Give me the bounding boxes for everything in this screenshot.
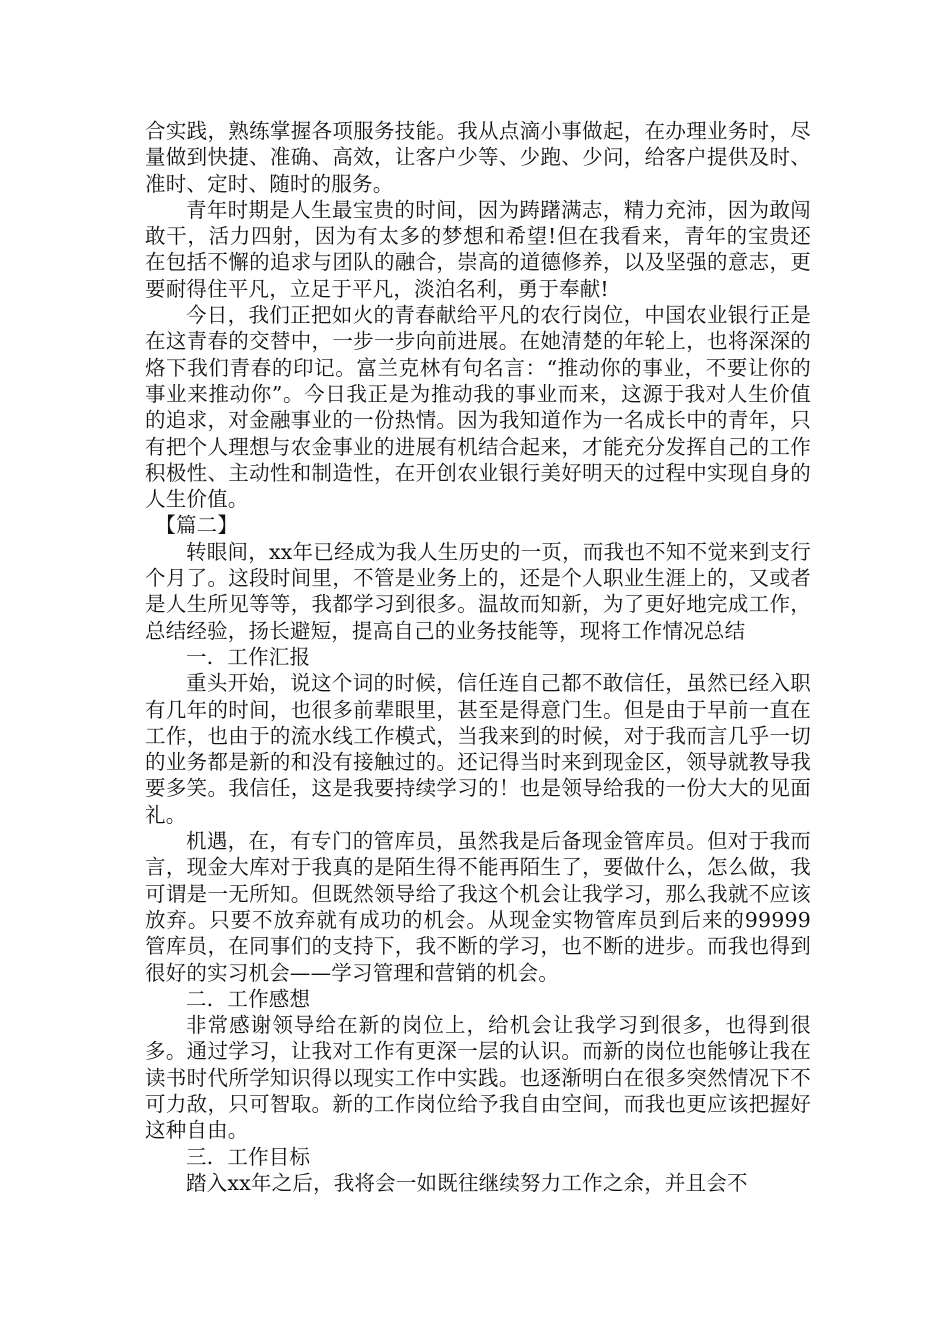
document-body — [145, 118, 811, 1196]
paragraph-3: 今日，我们正把如火的青春献给平凡的农行岗位，中国农业银行正是在这青春的交替中，一步一步向前进展。在她清楚的年轮上，也将深深的烙下我们青春的印记。富兰克林有句名言：“推动你的事业，不要让你的事业来推动你”。今日我正是为推动我的事业而来，这源于我对人生价值的追求，对金融事业的一份热情。因为我知道作为一名成长中的青年，只有把个人理想与农金事业的进展有机结合起来，才能充分发挥自己的工作积极性、主动性和制造性，在开创农业银行美好明天的过程中实现自身的人生价值。 — [145, 303, 811, 512]
paragraph-8: 踏入xx年之后，我将会一如既往继续努力工作之余，并且会不 — [186, 1170, 748, 1195]
heading-work-goals: 三．工作目标 — [186, 1144, 311, 1169]
section-title-part-two: 【篇二】 — [155, 513, 239, 538]
paragraph-4: 转眼间，xx年已经成为我人生历史的一页，而我也不知不觉来到支行个月了。这段时间里，不管是业务上的，还是个人职业生涯上的，又或者是人生所见等等，我都学习到很多。温故而知新，为了更好地完成工作，总结经验，扬长避短，提高自己的业务技能等，现将工作情况总结 — [145, 539, 811, 643]
paragraph-2: 青年时期是人生最宝贵的时间，因为踌躇满志，精力充沛，因为敢闯敢干，活力四射，因为有太多的梦想和希望!但在我看来，青年的宝贵还在包括不懈的追求与团队的融合，崇高的道德修养，以及坚强的意志，更要耐得住平凡，立足于平凡，淡泊名利，勇于奉献! — [145, 197, 811, 301]
paragraph-7: 非常感谢领导给在新的岗位上，给机会让我学习到很多，也得到很多。通过学习，让我对工作有更深一层的认识。而新的岗位也能够让我在读书时代所学知识得以现实工作中实践。也逐渐明白在很多突然情况下不可力敌，只可智取。新的工作岗位给予我自由空间，而我也更应该把握好这种自由。 — [145, 1013, 811, 1143]
paragraph-5: 重头开始，说这个词的时候，信任连自己都不敢信任，虽然已经入职有几年的时间，也很多前辈眼里，甚至是得意门生。但是由于早前一直在工作，也由于的流水线工作模式，当我来到的时候，对于我而言几乎一切的业务都是新的和没有接触过的。还记得当时来到现金区，领导就教导我要多笑。我信任，这是我要持续学习的！也是领导给我的一份大大的见面礼。 — [145, 671, 811, 827]
paragraph-6: 机遇，在，有专门的管库员，虽然我是后备现金管库员。但对于我而言，现金大库对于我真的是陌生得不能再陌生了，要做什么，怎么做，我可谓是一无所知。但既然领导给了我这个机会让我学习，那么我就不应该放弃。只要不放弃就有成功的机会。从现金实物管库员到后来的99999管库员，在同事们的支持下，我不断的学习，也不断的进步。而我也得到很好的实习机会——学习管理和营销的机会。 — [145, 829, 811, 985]
paragraph-1: 合实践，熟练掌握各项服务技能。我从点滴小事做起，在办理业务时，尽量做到快捷、准确、高效，让客户少等、少跑、少问，给客户提供及时、准时、定时、随时的服务。 — [145, 119, 811, 196]
heading-work-report: 一．工作汇报 — [186, 644, 311, 669]
heading-work-thoughts: 二．工作感想 — [186, 986, 311, 1011]
